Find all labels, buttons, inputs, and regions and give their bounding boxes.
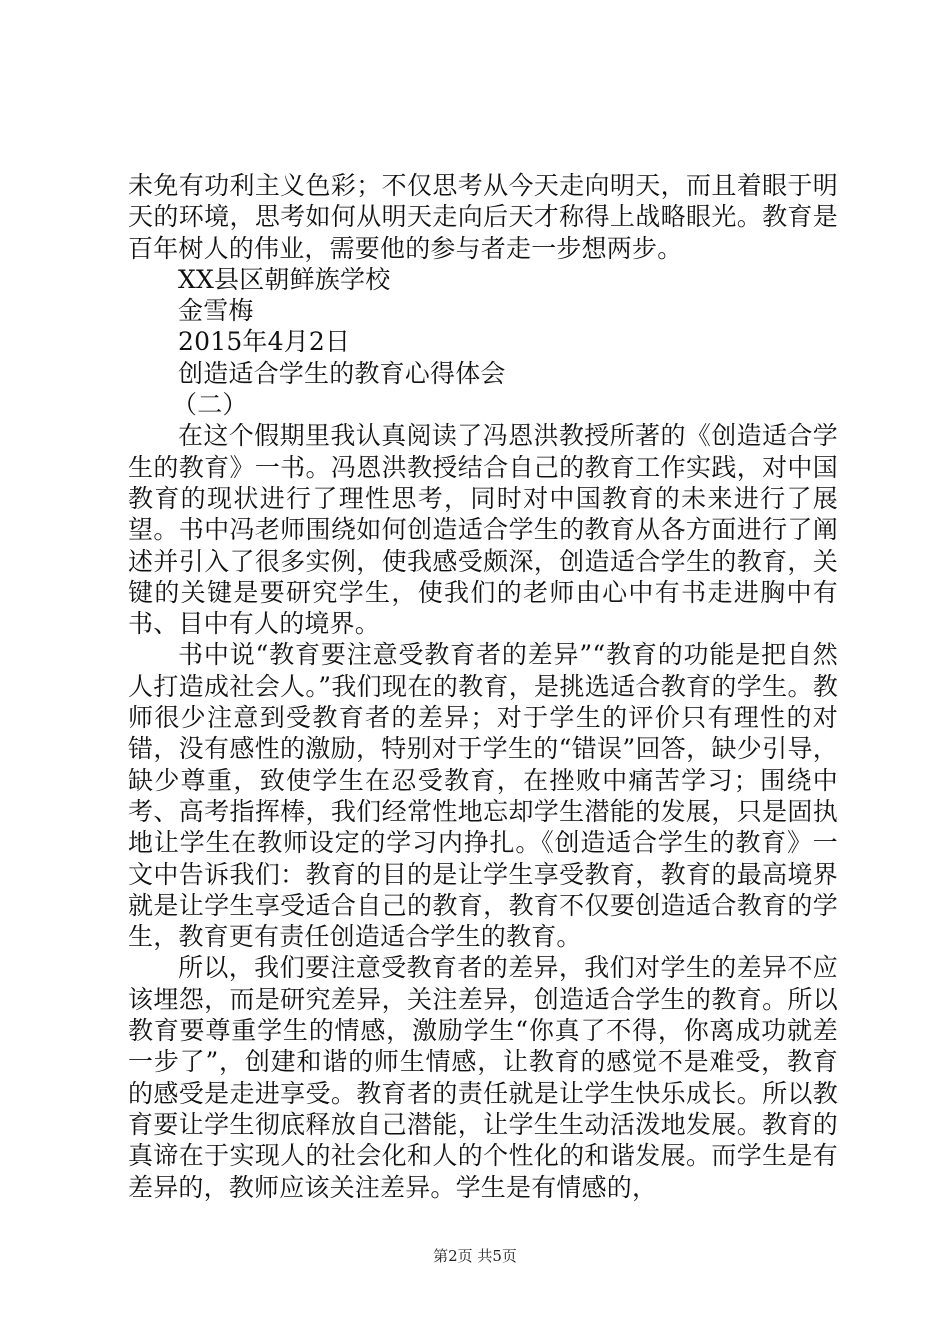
section-number: （二） bbox=[172, 390, 248, 420]
paragraph-1: 在这个假期里我认真阅读了冯恩洪教授所著的《创造适合学生的教育》一书。冯恩洪教授结合自己的教育工作实践，对中国教育的现状进行了理性思考，同时对中国教育的未来进行了展望。书中冯老师围绕如何创造适合学生的教育从各方面进行了阐述并引入了很多实例，使我感受颇深，创造适合学生的教育，关键的关键是要研究学生，使我们的老师由心中有书走进胸中有书、目中有人的境界。 bbox=[128, 421, 838, 639]
author-name: 金雪梅 bbox=[178, 296, 254, 326]
school-name: XX县区朝鲜族学校 bbox=[178, 264, 391, 294]
paragraph-continuation: 未免有功利主义色彩；不仅思考从今天走向明天，而且着眼于明天的环境，思考如何从明天走向后天才称得上战略眼光。教育是百年树人的伟业，需要他的参与者走一步想两步。 bbox=[128, 171, 838, 263]
page-footer: 第2页 共5页 bbox=[433, 1247, 517, 1265]
document-body bbox=[128, 170, 838, 1203]
paragraph-2: 书中说“教育要注意受教育者的差异”“教育的功能是把自然人打造成社会人。”我们现在的教育，是挑选适合教育的学生。教师很少注意到受教育者的差异；对于学生的评价只有理性的对错，没有感性的激励，特别对于学生的“错误”回答，缺少引导，缺少尊重，致使学生在忍受教育，在挫败中痛苦学习；围绕中考、高考指挥棒，我们经常性地忘却学生潜能的发展，只是固执地让学生在教师设定的学习内挣扎。《创造适合学生的教育》一文中告诉我们：教育的目的是让学生享受教育，教育的最高境界就是让学生享受适合自己的教育，教育不仅要创造适合教育的学生，教育更有责任创造适合学生的教育。 bbox=[128, 640, 838, 952]
document-date: 2015年4月2日 bbox=[178, 327, 351, 357]
paragraph-3: 所以，我们要注意受教育者的差异，我们对学生的差异不应该埋怨，而是研究差异，关注差异，创造适合学生的教育。所以教育要尊重学生的情感，激励学生“你真了不得，你离成功就差一步了”，创建和谐的师生情感，让教育的感觉不是难受，教育的感受是走进享受。教育者的责任就是让学生快乐成长。所以教育要让学生彻底释放自己潜能，让学生生动活泼地发展。教育的真谛在于实现人的社会化和人的个性化的和谐发展。而学生是有差异的，教师应该关注差异。学生是有情感的， bbox=[128, 953, 838, 1202]
document-title: 创造适合学生的教育心得体会 bbox=[178, 358, 506, 388]
